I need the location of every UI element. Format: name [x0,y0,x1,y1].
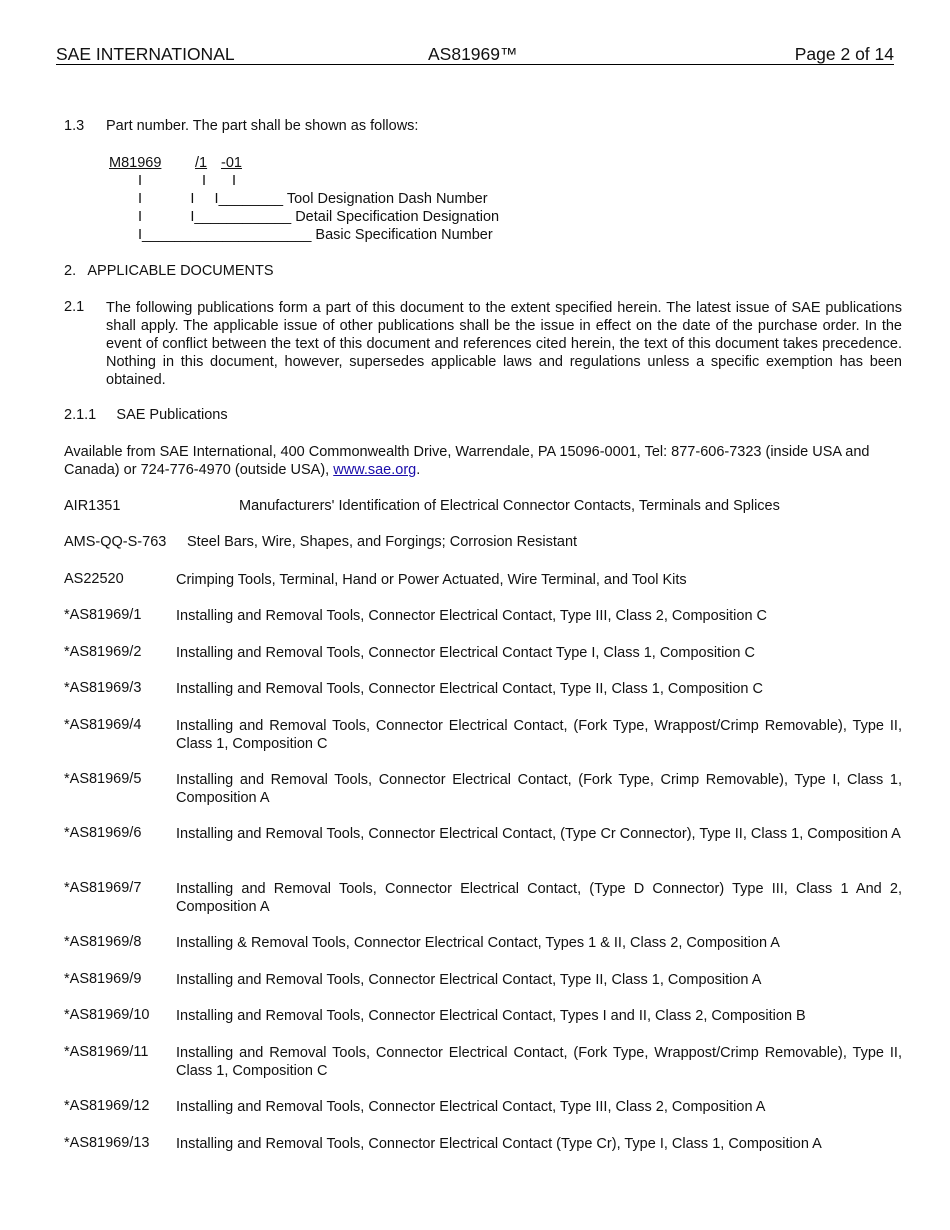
availability-text: Available from SAE International, 400 Commonwealth Drive, Warrendale, PA 15096-0001, Tel: 877-606-7323 (inside USA and Canada) or 724-776-4970 (outside USA), [64,444,870,478]
diagram-line-tool-designation: I I I________ Tool Designation Dash Number [138,191,488,207]
reference-description: Installing and Removal Tools, Connector Electrical Contact, Types I and II, Class 2, Composition B [176,1008,806,1024]
section-heading-2-1-1: 2.1.1 SAE Publications [64,407,228,423]
page-header [56,44,894,65]
header-document-number: AS81969™ [428,44,518,64]
diagram-line-detail-specification: I I____________ Detail Specification Designation [138,209,500,225]
reference-description: Installing and Removal Tools, Connector Electrical Contact, (Fork Type, Wrappost/Crimp Removable), Type II, Class 1, Composition C [176,718,902,752]
reference-description: Installing and Removal Tools, Connector Electrical Contact, Type II, Class 1, Composition A [176,972,762,988]
header-page-number: Page 2 of 14 [794,44,894,64]
section-text-2-1: The following publications form a part of this document to the extent specified herein. The latest issue of SAE publications shall apply. The applicable issue of other publications shall be the issue in effect on the date of the purchase order. In the event of conflict between the text of this document and references cited herein, the text of this document takes precedence. Nothing in this document, however, supersedes applicable laws and regulations unless a specific exemption has been obtained. [106,300,902,388]
reference-code: *AS81969/12 [64,1098,150,1114]
reference-description: Installing and Removal Tools, Connector Electrical Contact, (Fork Type, Wrappost/Crimp Removable), Type II, Class 1, Composition C [176,1045,902,1079]
reference-description: Installing and Removal Tools, Connector Electrical Contact (Type Cr), Type I, Class 1, Composition A [176,1136,822,1152]
reference-code: *AS81969/1 [64,607,142,623]
availability-paragraph [64,443,884,479]
header-organization: SAE INTERNATIONAL [56,44,235,64]
part-base-number: M81969 [109,155,162,171]
reference-description: Installing and Removal Tools, Connector Electrical Contact, (Fork Type, Crimp Removable), Type I, Class 1, Composition A [176,772,902,806]
reference-description: Crimping Tools, Terminal, Hand or Power Actuated, Wire Terminal, and Tool Kits [176,572,687,588]
diagram-bar: I [202,173,207,189]
diagram-bar: I [138,173,143,189]
reference-description: Manufacturers' Identification of Electrical Connector Contacts, Terminals and Splices [239,498,780,514]
reference-description: Installing and Removal Tools, Connector Electrical Contact, (Type Cr Connector), Type II, Class 1, Composition A [176,826,901,842]
reference-code: AS22520 [64,571,124,587]
sae-website-link[interactable]: www.sae.org [333,462,417,478]
reference-code: *AS81969/7 [64,880,142,896]
reference-description: Installing and Removal Tools, Connector Electrical Contact, Type III, Class 2, Composition C [176,608,768,624]
section-number-2-1: 2.1 [64,299,85,315]
reference-description: Steel Bars, Wire, Shapes, and Forgings; Corrosion Resistant [187,534,578,550]
reference-code: *AS81969/9 [64,971,142,987]
reference-code: AMS-QQ-S-763 [64,534,167,550]
reference-code: *AS81969/3 [64,680,142,696]
reference-description: Installing and Removal Tools, Connector Electrical Contact, (Type D Connector) Type III, Class 1 And 2, Composition A [176,881,902,915]
reference-code: *AS81969/11 [64,1044,149,1060]
reference-description: Installing and Removal Tools, Connector Electrical Contact, Type II, Class 1, Composition C [176,681,763,697]
section-heading-2: 2. APPLICABLE DOCUMENTS [64,263,274,279]
diagram-line-basic-specification: I_____________________ Basic Specification Number [138,227,493,243]
reference-code: *AS81969/4 [64,717,142,733]
section-text-1-3: Part number. The part shall be shown as follows: [106,118,419,134]
reference-description: Installing & Removal Tools, Connector Electrical Contact, Types 1 & II, Class 2, Composition A [176,935,780,951]
reference-code: *AS81969/8 [64,934,142,950]
reference-code: *AS81969/5 [64,771,142,787]
part-dash-number: -01 [221,155,242,171]
availability-period: . [416,462,421,478]
reference-code: AIR1351 [64,498,121,514]
reference-code: *AS81969/10 [64,1007,150,1023]
reference-description: Installing and Removal Tools, Connector Electrical Contact, Type III, Class 2, Composition A [176,1099,766,1115]
reference-code: *AS81969/2 [64,644,142,660]
reference-description: Installing and Removal Tools, Connector Electrical Contact Type I, Class 1, Composition C [176,645,755,661]
part-slash-number: /1 [195,155,208,171]
reference-code: *AS81969/13 [64,1135,150,1151]
reference-code: *AS81969/6 [64,825,142,841]
diagram-bar: I [232,173,237,189]
section-number-1-3: 1.3 [64,118,85,134]
